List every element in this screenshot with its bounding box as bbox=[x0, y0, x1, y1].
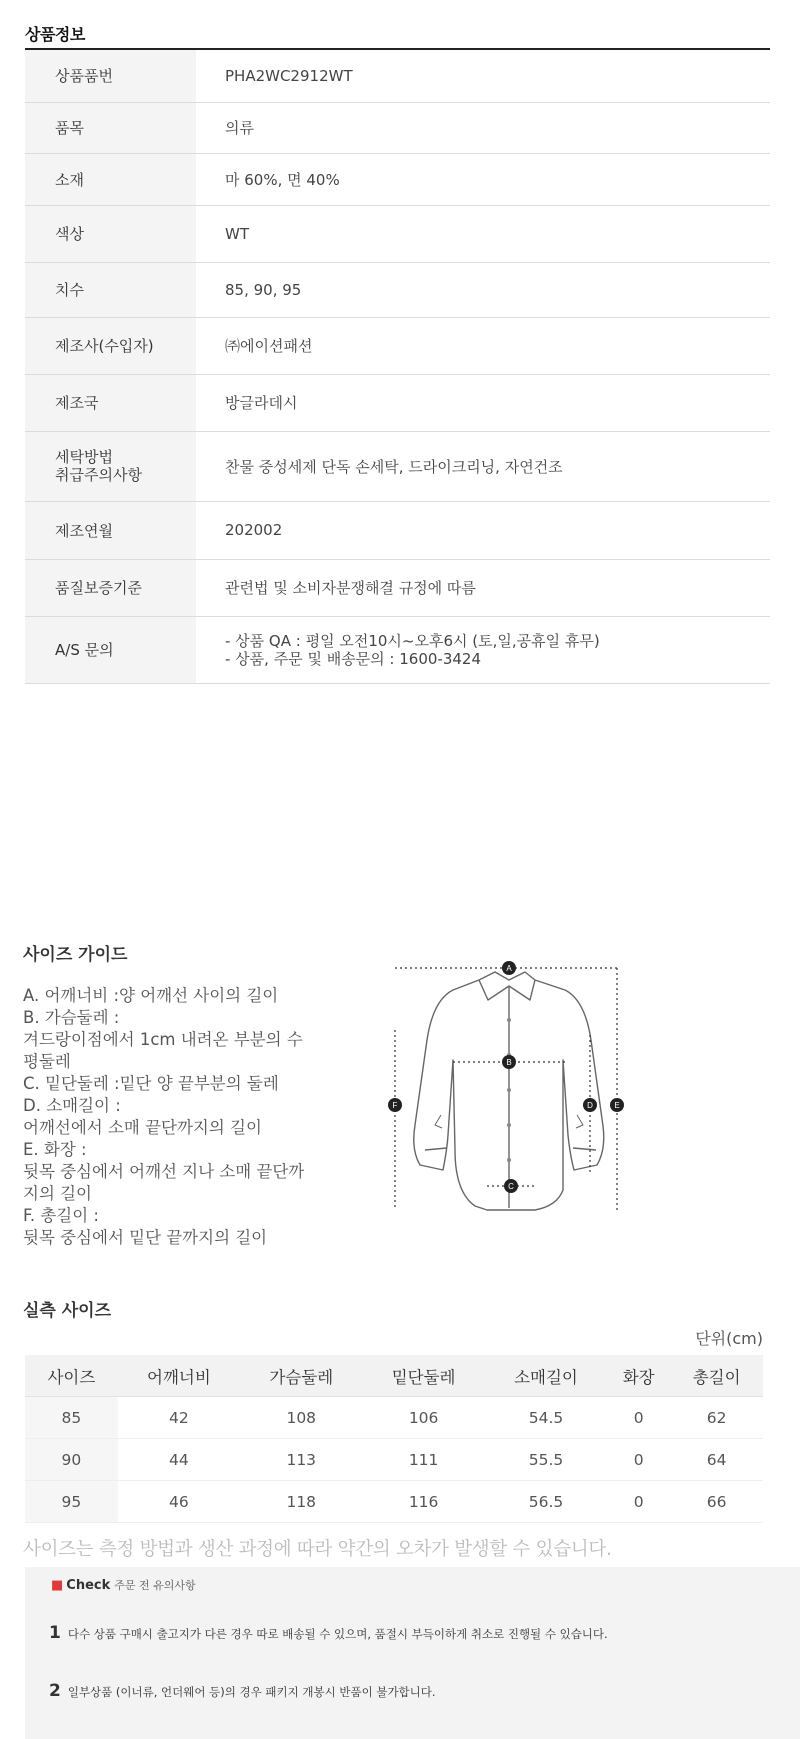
column-header: 화장 bbox=[607, 1355, 670, 1397]
info-row bbox=[25, 205, 770, 262]
guide-line: B. 가슴둘레 : bbox=[23, 1008, 120, 1027]
table-cell: 106 bbox=[362, 1397, 484, 1439]
table-cell: 0 bbox=[607, 1439, 670, 1481]
check-item-number: 2 bbox=[49, 1681, 61, 1701]
guide-line: A. 어깨너비 :양 어깨선 사이의 길이 bbox=[23, 986, 279, 1005]
size-table-header bbox=[25, 1355, 763, 1397]
table-cell: 0 bbox=[607, 1397, 670, 1439]
info-row bbox=[25, 317, 770, 374]
column-header: 가슴둘레 bbox=[240, 1355, 362, 1397]
size-note: 사이즈는 측정 방법과 생산 과정에 따라 약간의 오차가 발생할 수 있습니다. bbox=[23, 1539, 612, 1560]
product-info-table bbox=[25, 50, 770, 684]
info-label: 제조연월 bbox=[25, 501, 196, 559]
guide-line: C. 밑단둘레 :밑단 양 끝부분의 둘레 bbox=[23, 1074, 279, 1093]
info-value: 찬물 중성세제 단독 손세탁, 드라이크리닝, 자연건조 bbox=[225, 457, 563, 476]
check-subtitle: 주문 전 유의사항 bbox=[114, 1579, 196, 1592]
info-label: 색상 bbox=[25, 205, 196, 262]
column-header: 어깨너비 bbox=[118, 1355, 240, 1397]
table-cell: 111 bbox=[362, 1439, 484, 1481]
table-cell: 95 bbox=[25, 1481, 118, 1523]
info-row bbox=[25, 501, 770, 559]
info-value: WT bbox=[225, 224, 249, 243]
column-header: 총길이 bbox=[670, 1355, 763, 1397]
unit-label: 단위(cm) bbox=[695, 1329, 763, 1348]
info-value: 의류 bbox=[225, 119, 254, 137]
table-cell: 44 bbox=[118, 1439, 240, 1481]
info-value-line: - 상품 QA : 평일 오전10시~오후6시 (토,일,공휴일 휴무) bbox=[225, 631, 600, 650]
info-label: 소재 bbox=[25, 153, 196, 205]
guide-line: 뒷목 중심에서 어깨선 지나 소매 끝단까 bbox=[23, 1162, 305, 1181]
table-cell: 90 bbox=[25, 1439, 118, 1481]
column-header: 사이즈 bbox=[25, 1355, 118, 1397]
info-row bbox=[25, 153, 770, 205]
check-item-number: 1 bbox=[49, 1623, 61, 1643]
info-label: 품목 bbox=[25, 102, 196, 153]
check-item-text: 일부상품 (이너류, 언더웨어 등)의 경우 패키지 개봉시 반품이 불가합니다. bbox=[67, 1685, 436, 1699]
size-guide-text bbox=[23, 985, 383, 1249]
diagram-label-f: F bbox=[392, 1101, 398, 1110]
column-header: 밑단둘레 bbox=[362, 1355, 484, 1397]
info-label: 품질보증기준 bbox=[25, 559, 196, 616]
info-row bbox=[25, 50, 770, 102]
table-cell: 66 bbox=[670, 1481, 763, 1523]
info-row bbox=[25, 616, 770, 683]
table-cell: 108 bbox=[240, 1397, 362, 1439]
diagram-label-e: E bbox=[614, 1101, 620, 1110]
table-cell: 56.5 bbox=[485, 1481, 607, 1523]
info-value: 방글라데시 bbox=[225, 394, 298, 412]
info-row bbox=[25, 102, 770, 153]
guide-line: 지의 길이 bbox=[23, 1184, 93, 1203]
check-label: Check bbox=[66, 1578, 111, 1593]
table-cell: 116 bbox=[362, 1481, 484, 1523]
info-row bbox=[25, 374, 770, 431]
info-label-line: 취급주의사항 bbox=[55, 466, 142, 484]
guide-line: 뒷목 중심에서 밑단 끝까지의 길이 bbox=[23, 1228, 268, 1247]
guide-line: E. 화장 : bbox=[23, 1140, 87, 1159]
diagram-markers bbox=[388, 961, 624, 1193]
guide-line: 겨드랑이점에서 1cm 내려온 부분의 수 bbox=[23, 1030, 303, 1049]
check-item bbox=[49, 1681, 436, 1701]
info-label: 치수 bbox=[25, 262, 196, 317]
info-value: 202002 bbox=[225, 521, 283, 539]
diagram-label-d: D bbox=[587, 1101, 593, 1110]
info-label: 제조국 bbox=[25, 374, 196, 431]
diagram-label-a: A bbox=[506, 964, 512, 973]
table-cell: 64 bbox=[670, 1439, 763, 1481]
size-guide-title: 사이즈 가이드 bbox=[23, 945, 128, 965]
info-value-line: - 상품, 주문 및 배송문의 : 1600-3424 bbox=[225, 649, 482, 668]
info-row bbox=[25, 559, 770, 616]
table-cell: 0 bbox=[607, 1481, 670, 1523]
check-notice-box bbox=[25, 1567, 800, 1739]
info-value: PHA2WC2912WT bbox=[225, 66, 353, 85]
table-cell: 118 bbox=[240, 1481, 362, 1523]
size-table bbox=[25, 1355, 763, 1523]
check-title bbox=[51, 1577, 196, 1593]
product-info-title: 상품정보 bbox=[25, 25, 85, 44]
table-cell: 113 bbox=[240, 1439, 362, 1481]
info-label: 상품품번 bbox=[25, 50, 196, 102]
table-cell: 55.5 bbox=[485, 1439, 607, 1481]
guide-line: D. 소매길이 : bbox=[23, 1096, 121, 1115]
info-value: 마 60%, 면 40% bbox=[225, 170, 340, 189]
column-header: 소매길이 bbox=[485, 1355, 607, 1397]
info-row bbox=[25, 431, 770, 501]
table-row bbox=[25, 1397, 763, 1439]
info-row bbox=[25, 262, 770, 317]
diagram-label-b: B bbox=[506, 1058, 512, 1067]
info-value: ㈜에이션패션 bbox=[225, 337, 313, 355]
measured-size-title: 실측 사이즈 bbox=[23, 1301, 112, 1321]
info-value: 85, 90, 95 bbox=[225, 280, 302, 299]
info-value bbox=[196, 616, 770, 683]
info-label-line: 세탁방법 bbox=[55, 448, 113, 466]
table-cell: 62 bbox=[670, 1397, 763, 1439]
info-value: 관련법 및 소비자분쟁해결 규정에 따름 bbox=[225, 579, 476, 597]
info-label: A/S 문의 bbox=[25, 616, 196, 683]
guide-line: F. 총길이 : bbox=[23, 1206, 99, 1225]
check-item bbox=[49, 1623, 608, 1643]
info-label bbox=[25, 431, 196, 501]
table-cell: 46 bbox=[118, 1481, 240, 1523]
info-label: 제조사(수입자) bbox=[25, 317, 196, 374]
table-cell: 85 bbox=[25, 1397, 118, 1439]
diagram-label-c: C bbox=[508, 1182, 514, 1191]
table-row bbox=[25, 1481, 763, 1523]
table-cell: 42 bbox=[118, 1397, 240, 1439]
guide-line: 평둘레 bbox=[23, 1052, 71, 1071]
shirt-diagram bbox=[385, 950, 655, 1250]
bullet-icon: ■ bbox=[51, 1578, 64, 1593]
check-item-text: 다수 상품 구매시 출고지가 다른 경우 따로 배송될 수 있으며, 품절시 부득이하게 취소로 진행될 수 있습니다. bbox=[67, 1627, 608, 1641]
table-cell: 54.5 bbox=[485, 1397, 607, 1439]
table-row bbox=[25, 1439, 763, 1481]
guide-line: 어깨선에서 소매 끝단까지의 길이 bbox=[23, 1118, 262, 1137]
